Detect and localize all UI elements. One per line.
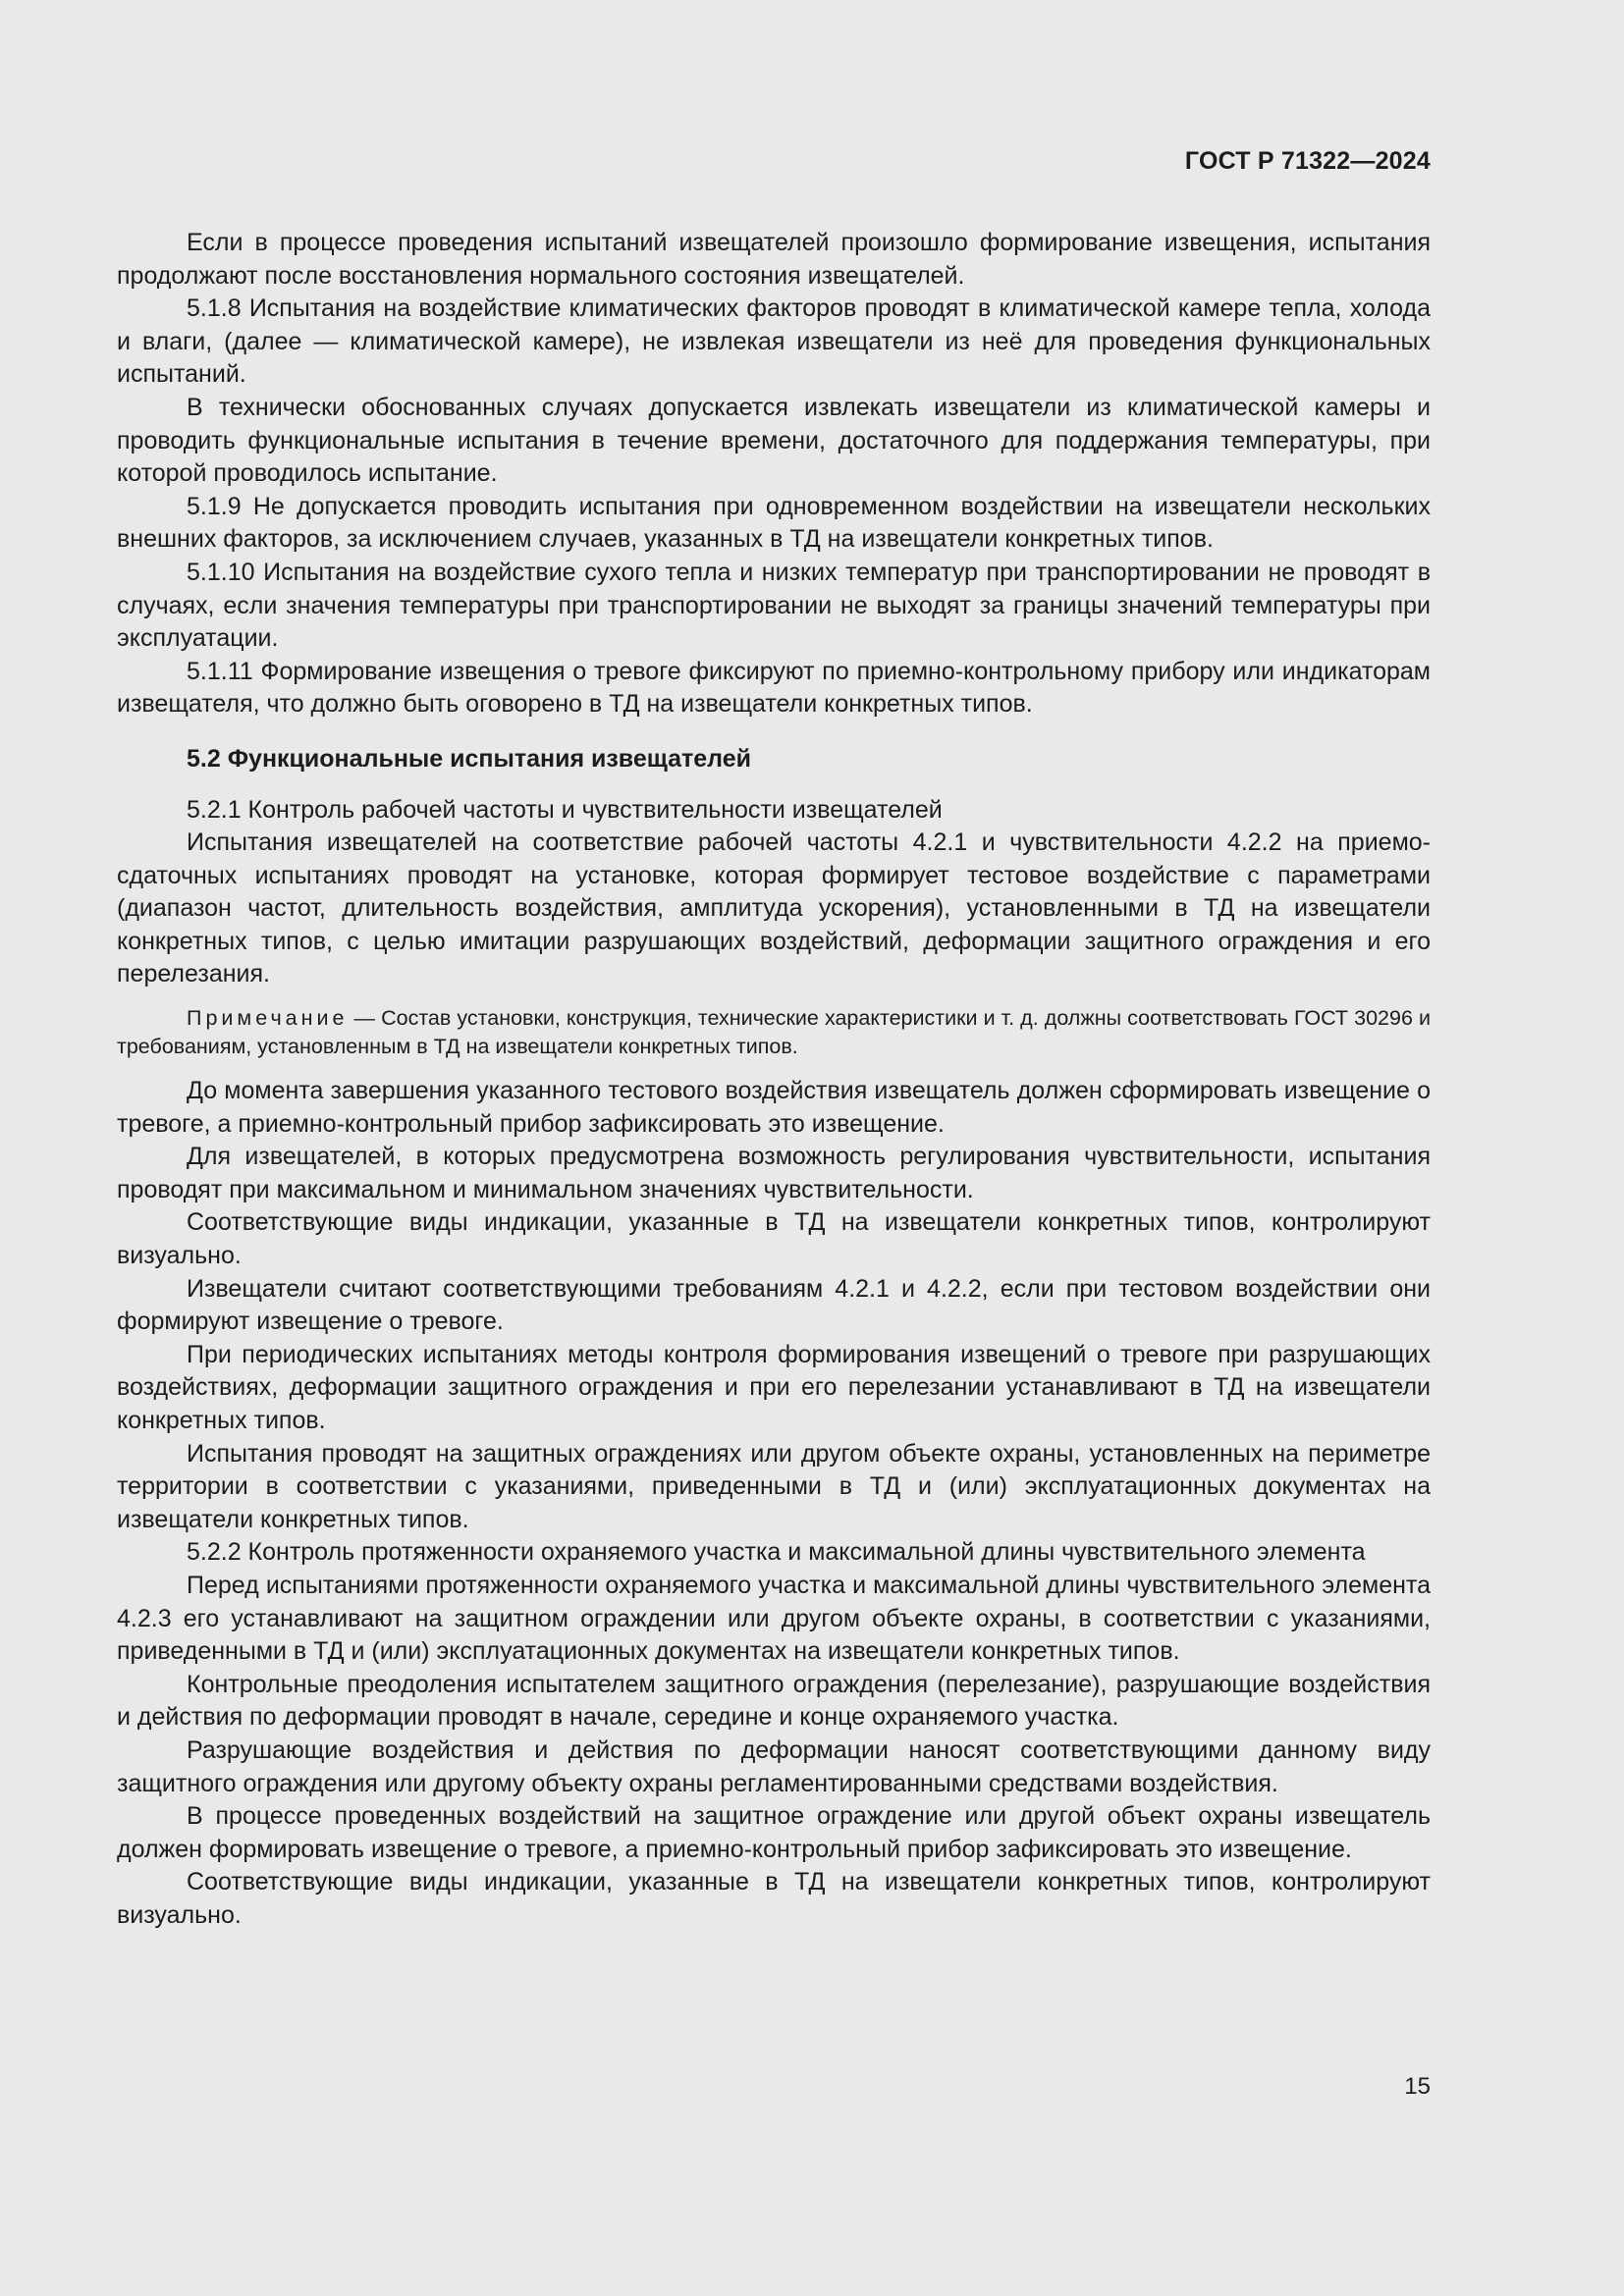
note — [117, 1004, 1431, 1061]
paragraph: Разрушающие воздействия и действия по деформации наносят соответствующими данному виду защитного ограждения или другому объекту охраны регламентированными средствами воздействия. — [117, 1735, 1431, 1797]
paragraph: Соответствующие виды индикации, указанные в ТД на извещатели конкретных типов, контролируют визуально. — [117, 1208, 1431, 1270]
subsection-title: 5.2.1 Контроль рабочей частоты и чувствительности извещателей — [187, 795, 943, 824]
paragraph: Контрольные преодоления испытателем защитного ограждения (перелезание), разрушающие воздействия и действия по деформации проводят в начале, середине и конце охраняемого участка. — [117, 1670, 1431, 1732]
paragraph: При периодических испытаниях методы контроля формирования извещений о тревоге при разрушающих воздействиях, деформации защитного ограждения и при его перелезании устанавливают в ТД на извещатели конкретных типов. — [117, 1340, 1431, 1434]
paragraph: 5.1.8 Испытания на воздействие климатических факторов проводят в климатической камере тепла, холода и влаги, (далее — климатической камере), не извлекая извещатели из неё для проведения функциональных испытаний. — [117, 294, 1431, 389]
paragraph: 5.1.11 Формирование извещения о тревоге фиксируют по приемно-контрольному прибору или индикаторам извещателя, что должно быть оговорено в ТД на извещатели конкретных типов. — [117, 657, 1431, 719]
page-number: 15 — [1404, 2073, 1431, 2100]
note-dash: — — [348, 1006, 382, 1031]
note-label: Примечание — [187, 1006, 349, 1031]
paragraph: Для извещателей, в которых предусмотрена возможность регулирования чувствительности, испытания проводят при максимальном и минимальном значениях чувствительности. — [117, 1143, 1431, 1203]
paragraph: В процессе проведенных воздействий на защитное ограждение или другой объект охраны извещатель должен формировать извещение о тревоге, а приемно-контрольный прибор зафиксировать это извещение. — [117, 1802, 1431, 1863]
section-heading: 5.2 Функциональные испытания извещателей — [187, 744, 751, 773]
paragraph: Перед испытаниями протяженности охраняемого участка и максимальной длины чувствительного элемента 4.2.3 его устанавливают на защитном ограждении или другом объекте охраны, в соответствии с указаниями, приведенными в ТД и (или) эксплуатационных документах на извещатели конкретных типов. — [117, 1571, 1431, 1666]
document-code: ГОСТ Р 71322—2024 — [1184, 147, 1431, 175]
paragraph: Испытания извещателей на соответствие рабочей частоты 4.2.1 и чувствительности 4.2.2 на приемо-сдаточных испытаниях проводят на установке, которая формирует тестовое воздействие с параметрами (диапазон частот, длительность воздействия, амплитуда ускорения), установленными в ТД на извещатели конкретных типов, с целью имитации разрушающих воздействий, деформации защитного ограждения и его перелезания. — [117, 828, 1431, 988]
paragraph: Испытания проводят на защитных ограждениях или другом объекте охраны, установленных на периметре территории в соответствии с указаниями, приведенными в ТД и (или) эксплуатационных документах на извещатели конкретных типов. — [117, 1439, 1431, 1533]
paragraph: Если в процессе проведения испытаний извещателей произошло формирование извещения, испытания продолжают после восстановления нормального состояния извещателей. — [117, 229, 1431, 290]
paragraph: В технически обоснованных случаях допускается извлекать извещатели из климатической камеры и проводить функциональные испытания в течение времени, достаточного для поддержания температуры, при которой проводилось испытание. — [117, 393, 1431, 488]
paragraph: 5.1.9 Не допускается проводить испытания при одновременном воздействии на извещатели нескольких внешних факторов, за исключением случаев, указанных в ТД на извещатели конкретных типов. — [117, 492, 1431, 554]
paragraph: До момента завершения указанного тестового воздействия извещатель должен сформировать извещение о тревоге, а приемно-контрольный прибор зафиксировать это извещение. — [117, 1077, 1431, 1138]
paragraph: Соответствующие виды индикации, указанные в ТД на извещатели конкретных типов, контролируют визуально. — [117, 1868, 1431, 1929]
subsection-title: 5.2.2 Контроль протяженности охраняемого участка и максимальной длины чувствительного элемента — [187, 1538, 1366, 1567]
document-body — [117, 227, 1431, 1933]
paragraph: Извещатели считают соответствующими требованиям 4.2.1 и 4.2.2, если при тестовом воздействии они формируют извещение о тревоге. — [117, 1274, 1431, 1336]
paragraph: 5.1.10 Испытания на воздействие сухого тепла и низких температур при транспортировании не проводят в случаях, если значения температуры при транспортировании не выходят за границы значений температуры при эксплуатации. — [117, 558, 1431, 653]
note-text: Состав установки, конструкция, технические характеристики и т. д. должны соответствовать ГОСТ 30296 и требованиям, установленным в ТД на извещатели конкретных типов. — [117, 1006, 1431, 1059]
